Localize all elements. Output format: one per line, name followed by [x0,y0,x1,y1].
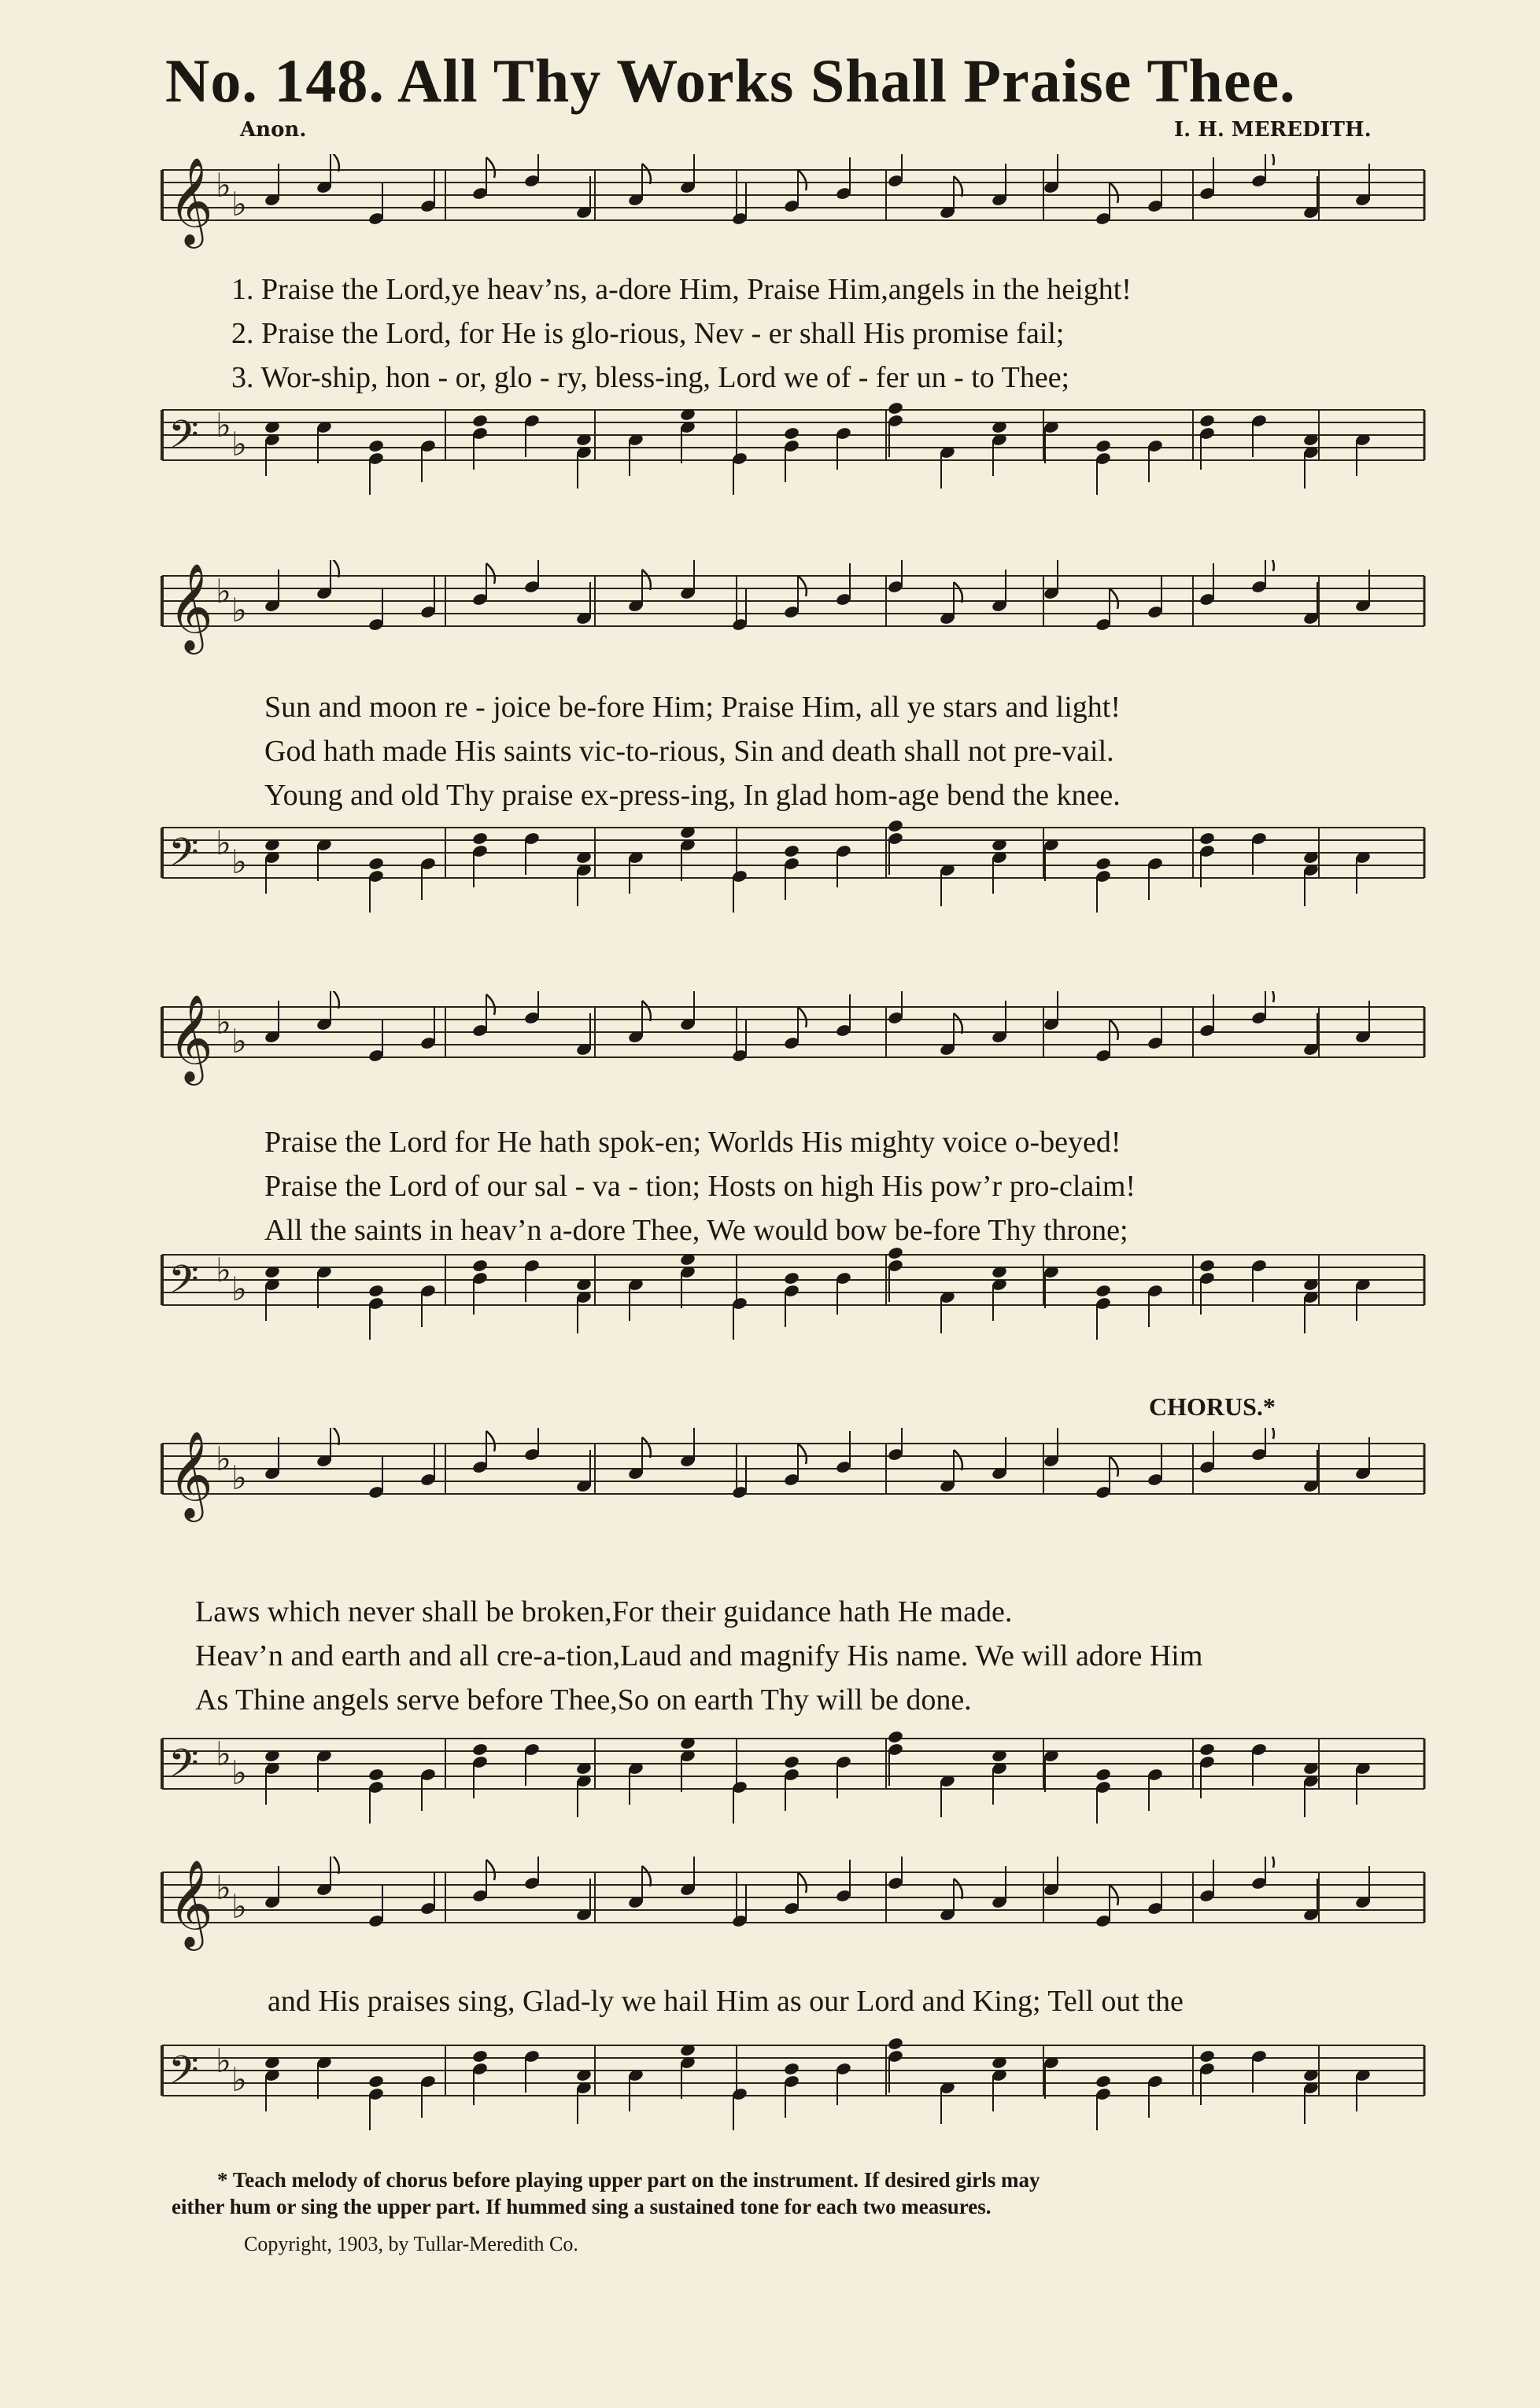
staff-bass-3 [154,1239,1427,1373]
svg-text:𝄢: 𝄢 [168,830,199,885]
music-system-1 [154,154,1427,516]
svg-text:𝄞: 𝄞 [168,562,213,651]
chorus-label: CHORUS.* [1149,1392,1276,1421]
svg-text:♭: ♭ [216,572,231,610]
lyric-line: Praise the Lord for He hath spok-en; Worlds His mighty voice o-beyed! [264,1126,1121,1159]
svg-text:♭: ♭ [216,2041,231,2080]
svg-text:𝄞: 𝄞 [168,157,213,245]
music-system-3 [154,991,1427,1400]
lyric-line: Praise the Lord of our sal - va - tion; Hosts on high His pow’r pro-claim! [264,1170,1136,1203]
svg-text:𝄢: 𝄢 [168,1741,199,1796]
staff-bass-5 [154,2030,1427,2155]
svg-text:♭: ♭ [231,1887,247,1926]
lyric-line: Sun and moon re - joice be-fore Him; Praise Him, all ye stars and light! [264,691,1121,724]
staff-bass-4 [154,1723,1427,1841]
svg-text:♭: ♭ [216,1251,231,1289]
svg-text:♭: ♭ [231,1753,247,1792]
staff-treble-3 [154,991,1427,1125]
lyric-line: Young and old Thy praise ex-press-ing, In glad hom-age bend the knee. [264,779,1121,812]
svg-text:♭: ♭ [216,1735,231,1773]
staff-treble-1 [154,154,1427,280]
staff-bass-2 [154,812,1427,938]
music-system-5 [154,1857,1427,2163]
svg-text:♭: ♭ [216,1440,231,1478]
lyric-line: 1. Praise the Lord,ye heav’ns, a-dore Him, Praise Him,angels in the height! [231,273,1132,306]
music-system-2 [154,560,1427,953]
lyric-line: All the saints in heav’n a-dore Thee, We would bow be-fore Thy throne; [264,1214,1128,1247]
svg-text:♭: ♭ [216,1868,231,1907]
staff-treble-4 [154,1428,1427,1565]
svg-text:♭: ♭ [216,824,231,862]
svg-text:𝄢: 𝄢 [168,412,199,467]
svg-text:𝄞: 𝄞 [168,994,213,1082]
hymn-title: No. 148. All Thy Works Shall Praise Thee. [165,46,1296,115]
lyric-line: and His praises sing, Glad-ly we hail Him as our Lord and King; Tell out the [268,1985,1184,2018]
svg-text:♭: ♭ [231,1022,247,1060]
svg-text:𝄞: 𝄞 [168,1430,213,1518]
staff-treble-5 [154,1857,1427,1982]
footnote-line: either hum or sing the upper part. If hummed sing a sustained tone for each two measures. [172,2195,992,2218]
lyric-line: Laws which never shall be broken,For their guidance hath He made. [195,1595,1013,1628]
svg-text:♭: ♭ [216,1003,231,1042]
lyric-line: Heav’n and earth and all cre-a-tion,Laud and magnify His name. We will adore Him [195,1639,1203,1672]
svg-text:𝄢: 𝄢 [168,1257,199,1312]
footnote [172,2166,1434,2220]
composer-credit: I. H. MEREDITH. [1174,118,1372,142]
staff-treble-2 [154,560,1427,694]
svg-text:♭: ♭ [231,425,247,463]
svg-text:♭: ♭ [216,406,231,444]
copyright-notice: Copyright, 1903, by Tullar-Meredith Co. [244,2233,578,2255]
music-system-4 [154,1428,1427,1837]
footnote-line: * Teach melody of chorus before playing upper part on the instrument. If desired girls may [217,2168,1040,2192]
svg-text:♭: ♭ [231,1458,247,1497]
svg-text:♭: ♭ [231,1270,247,1308]
lyric-line: 3. Wor-ship, hon - or, glo - ry, bless-ing, Lord we of - fer un - to Thee; [231,361,1070,394]
lyricist-credit: Anon. [240,118,307,142]
svg-text:♭: ♭ [231,2060,247,2099]
svg-text:♭: ♭ [231,185,247,223]
svg-text:𝄢: 𝄢 [168,2048,199,2103]
lyric-line: 2. Praise the Lord, for He is glo-rious, Nev - er shall His promise fail; [231,317,1065,350]
svg-text:♭: ♭ [231,843,247,881]
lyric-line: God hath made His saints vic-to-rious, Sin and death shall not pre-vail. [264,735,1114,768]
lyric-line: As Thine angels serve before Thee,So on earth Thy will be done. [195,1683,972,1717]
svg-text:♭: ♭ [231,591,247,629]
staff-bass-1 [154,394,1427,512]
svg-text:𝄞: 𝄞 [168,1859,213,1947]
svg-text:♭: ♭ [216,166,231,205]
